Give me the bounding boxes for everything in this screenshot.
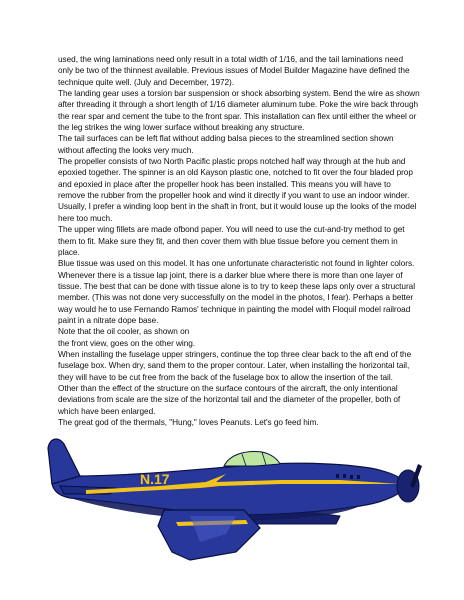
registration-mark: N.17	[140, 471, 170, 487]
article-text	[58, 54, 420, 428]
paragraph: The upper wing fillets are made ofbond paper. You will need to use the cut-and-try method to get them to fit. Make sure they fit, and then cover them with blue tissue before you cement them in place.	[58, 225, 405, 257]
paragraph: When installing the fuselage upper stringers, continue the top three clear back to the aft end of the fuselage box. When dry, sand them to the proper contour. Later, when installing the horizontal tail, they will have to be cut free from the back of the fuselage box to allow the insertion of the tail.	[58, 349, 412, 382]
paragraph: The great god of the thermals, "Hung," loves Peanuts. Let's go feed him.	[58, 418, 319, 427]
paragraph: Note that the oil cooler, as shown on	[58, 327, 190, 337]
paragraph: The propeller consists of two North Pacific plastic props notched half way through at the hub and epoxied together. The spinner is an old Kayson plastic one, notched to fit over the four bladed prop and epoxied in place after the propeller hook has been installed. This means you will have to remove the rubber from the propeller hook and wind it directly if you want to use an indoor winder. Usually, I prefer a winding loop bent in the shaft in front, but it would louse up the looks of the model here too much.	[58, 157, 417, 223]
paragraph: the front view, goes on the other wing.	[58, 338, 196, 348]
paragraph: Blue tissue was used on this model. It has one unfortunate characteristic not found in lighter colors. Whenever there is a tissue lap joint, there is a darker blue where there is more than one layer of tissue. The best that can be done with tissue alone is to try to keep these laps only over a structural member. (This was not done very successfully on the model in the photos, I fear). Perhaps a better way would he to use Fernando Ramos' technique in painting the model with Floquil model railroad paint in a nitrate dope base.	[58, 259, 415, 325]
paragraph: The landing gear uses a torsion bar suspension or shock absorbing system. Bend the wire as shown after threading it through a short length of 1/16 diameter aluminum tube. Poke the wire back through the rear spar and cement the tube to the front spar. This installation can flex until either the wheel or the leg strikes the wing lower surface without breaking any structure.	[58, 89, 420, 133]
airplane-illustration	[40, 424, 430, 568]
paragraph: Other than the effect of the structure on the surface contours of the aircraft, the only intentional deviations from scale are the size of the horizontal tail and the diameter of the propeller, both of which have been enlarged.	[58, 383, 401, 416]
paragraph: used, the wing laminations need only result in a total width of 1/16, and the tail laminations need only be two of the thinnest available. Previous issues of Model Builder Magazine have defined the technique quite well. (July and December, 1972).	[58, 55, 410, 87]
canopy	[224, 452, 280, 466]
tail-fin	[48, 439, 80, 484]
paragraph: The tail surfaces can be left flat without adding balsa pieces to the streamlined section shown without affecting the looks very much.	[58, 134, 394, 155]
